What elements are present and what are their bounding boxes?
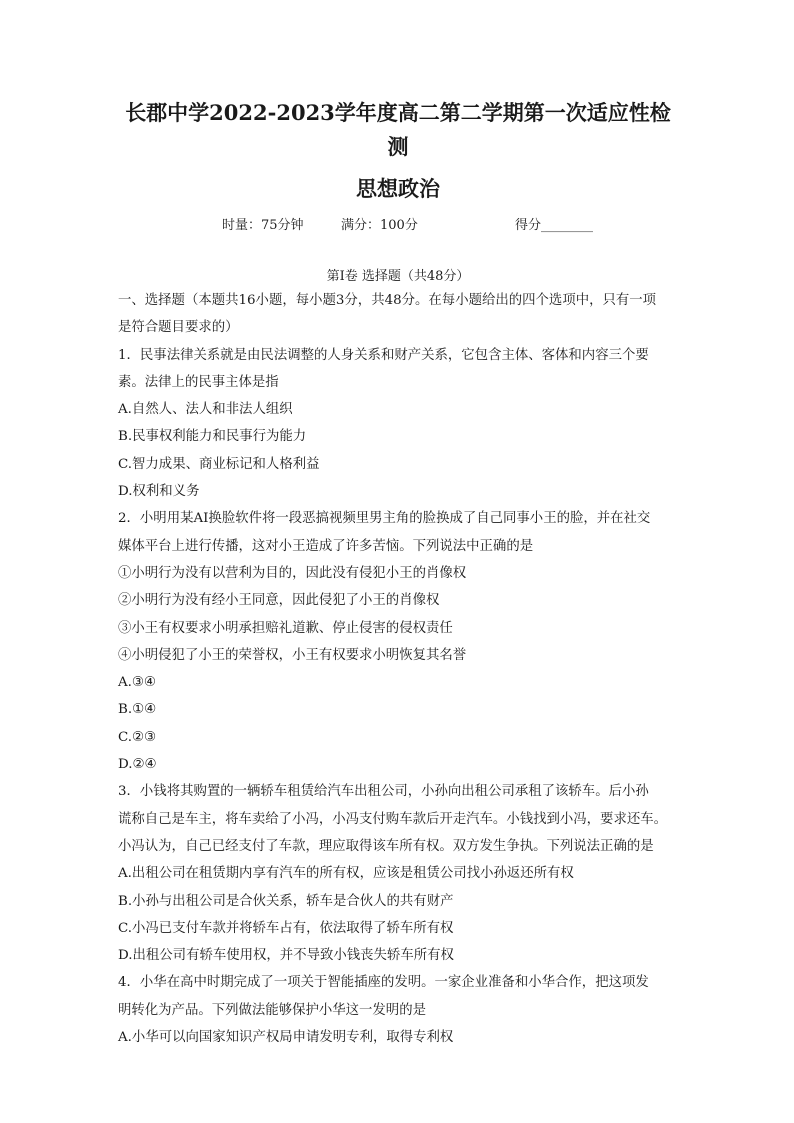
option-a: A.自然人、法人和非法人组织	[118, 402, 293, 418]
instruction-line: 一、选择题（本题共16小题，每小题3分，共48分。在每小题给出的四个选项中，只有一项	[118, 293, 657, 308]
option-b: B.①④	[118, 702, 157, 718]
question-stem-line: 1．民事法律关系就是由民法调整的人身关系和财产关系，它包含主体、客体和内容三个要	[118, 347, 649, 363]
question-stem-line: 谎称自己是车主，将车卖给了小冯，小冯支付购车款后开走汽车。小钱找到小冯，要求还车。	[118, 811, 668, 827]
question-stem-line: 2．小明用某AI换脸软件将一段恶搞视频里男主角的脸换成了自己同事小王的脸，并在社交	[118, 511, 651, 527]
section-instructions	[118, 287, 678, 342]
exam-page	[118, 96, 678, 1051]
option-c: C.小冯已支付车款并将轿车占有，依法取得了轿车所有权	[118, 920, 454, 936]
option-d: D.出租公司有轿车使用权，并不导致小钱丧失轿车所有权	[118, 948, 454, 964]
option-a: A.③④	[118, 675, 156, 691]
exam-title: 长郡中学2022-2023学年度高二第二学期第一次适应性检测	[125, 100, 671, 159]
exam-meta	[118, 215, 678, 237]
question-stem-line: 明转化为产品。下列做法能够保护小华这一发明的是	[118, 1002, 426, 1018]
exam-time: 时量：75分钟	[222, 218, 304, 233]
section-heading: 第I卷 选择题（共48分）	[326, 269, 470, 284]
question-2	[118, 505, 678, 778]
option-b: B.小孙与出租公司是合伙关系，轿车是合伙人的共有财产	[118, 893, 454, 909]
question-4	[118, 969, 678, 1051]
exam-subject: 思想政治	[356, 176, 440, 201]
question-stem-line: 小冯认为，自己已经支付了车款，理应取得该车所有权。双方发生争执。下列说法正确的是	[118, 838, 654, 854]
instruction-line: 是符合题目要求的）	[118, 320, 239, 336]
option-a: A.出租公司在租赁期内享有汽车的所有权，应该是租赁公司找小孙返还所有权	[118, 866, 574, 882]
exam-score-field: 得分________	[515, 218, 594, 233]
exam-full-score: 满分：100分	[341, 218, 418, 233]
question-stem-line: 素。法律上的民事主体是指	[118, 374, 279, 390]
question-stem-line: 3．小钱将其购置的一辆轿车租赁给汽车出租公司，小孙向出租公司承租了该轿车。后小孙	[118, 784, 649, 800]
option-c: C.②③	[118, 729, 157, 745]
question-stem-line: 4．小华在高中时期完成了一项关于智能插座的发明。一家企业准备和小华合作，把这项发	[118, 975, 649, 991]
question-1	[118, 342, 678, 506]
statement-4: ④小明侵犯了小王的荣誉权，小王有权要求小明恢复其名誉	[118, 647, 467, 663]
question-3	[118, 778, 678, 969]
statement-2: ②小明行为没有经小王同意，因此侵犯了小王的肖像权	[118, 593, 440, 609]
statement-3: ③小王有权要求小明承担赔礼道歉、停止侵害的侵权责任	[118, 620, 453, 636]
option-d: D.②④	[118, 757, 157, 773]
question-stem-line: 媒体平台上进行传播，这对小王造成了许多苦恼。下列说法中正确的是	[118, 538, 534, 554]
option-d: D.权利和义务	[118, 484, 200, 500]
option-c: C.智力成果、商业标记和人格利益	[118, 456, 320, 472]
option-a: A.小华可以向国家知识产权局申请发明专利，取得专利权	[118, 1030, 454, 1046]
option-b: B.民事权利能力和民事行为能力	[118, 429, 307, 445]
statement-1: ①小明行为没有以营利为目的，因此没有侵犯小王的肖像权	[118, 565, 467, 581]
